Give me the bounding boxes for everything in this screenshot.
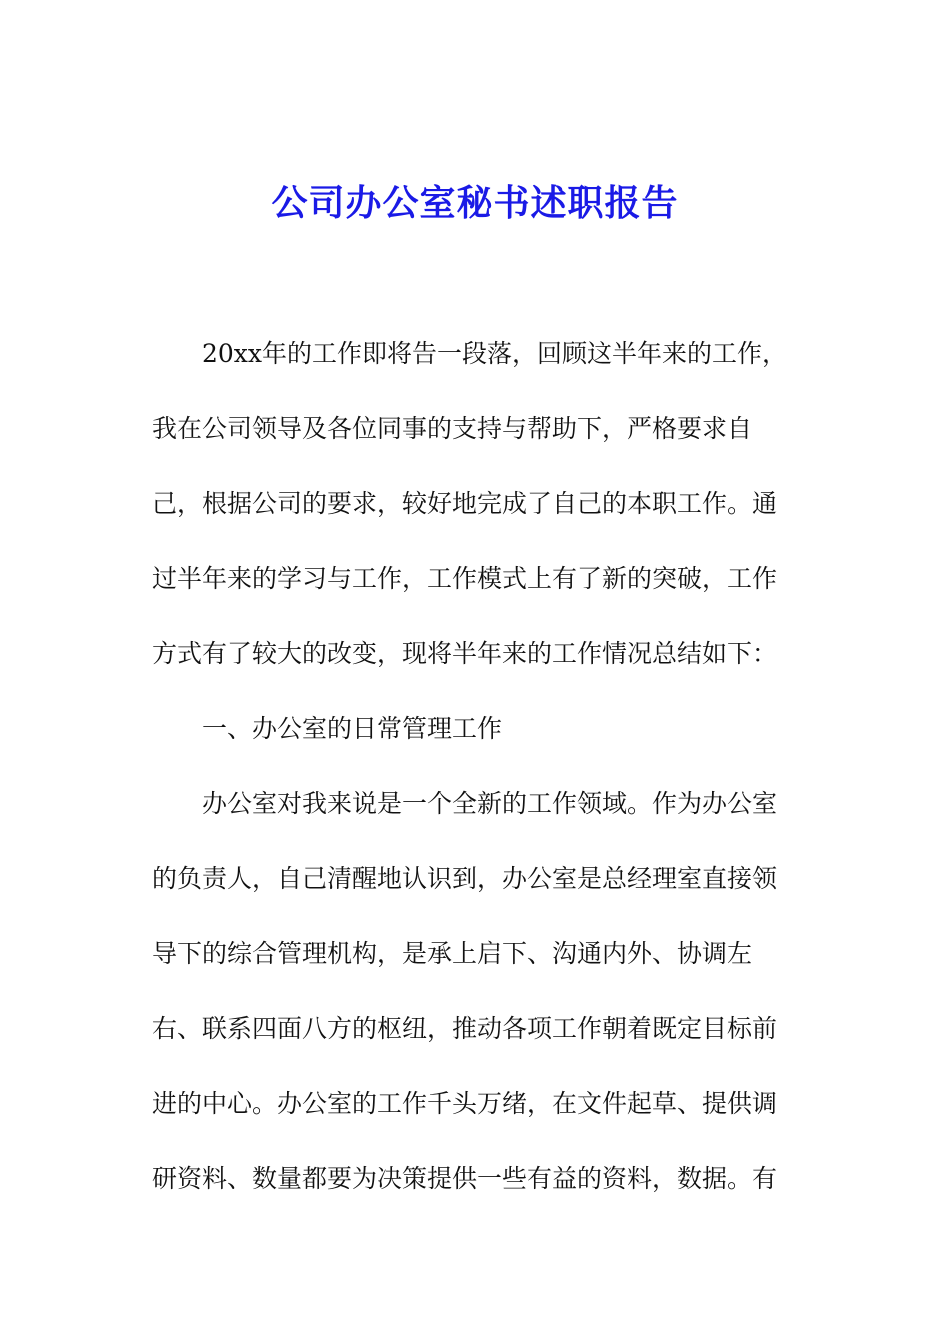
- paragraph-line: 研资料、数量都要为决策提供一些有益的资料，数据。有: [152, 1164, 778, 1193]
- paragraph-line: 办公室对我来说是一个全新的工作领域。作为办公室: [202, 789, 778, 818]
- section-heading: 一、办公室的日常管理工作: [202, 714, 503, 743]
- document-title: 公司办公室秘书述职报告: [271, 182, 679, 224]
- paragraph-line: 的负责人，自己清醒地认识到，办公室是总经理室直接领: [152, 864, 778, 893]
- paragraph-line: 右、联系四面八方的枢纽，推动各项工作朝着既定目标前: [152, 1014, 778, 1043]
- document-body: [152, 332, 792, 1232]
- paragraph-line: 进的中心。办公室的工作千头万绪，在文件起草、提供调: [152, 1089, 778, 1118]
- paragraph-line: 20xx年的工作即将告一段落，回顾这半年来的工作，: [202, 339, 788, 368]
- paragraph-line: 导下的综合管理机构，是承上启下、沟通内外、协调左: [152, 939, 753, 968]
- paragraph-line: 过半年来的学习与工作，工作模式上有了新的突破，工作: [152, 564, 778, 593]
- paragraph-line: 己，根据公司的要求，较好地完成了自己的本职工作。通: [152, 489, 778, 518]
- paragraph-line: 我在公司领导及各位同事的支持与帮助下，严格要求自: [152, 414, 753, 443]
- paragraph-line: 方式有了较大的改变，现将半年来的工作情况总结如下：: [152, 639, 778, 668]
